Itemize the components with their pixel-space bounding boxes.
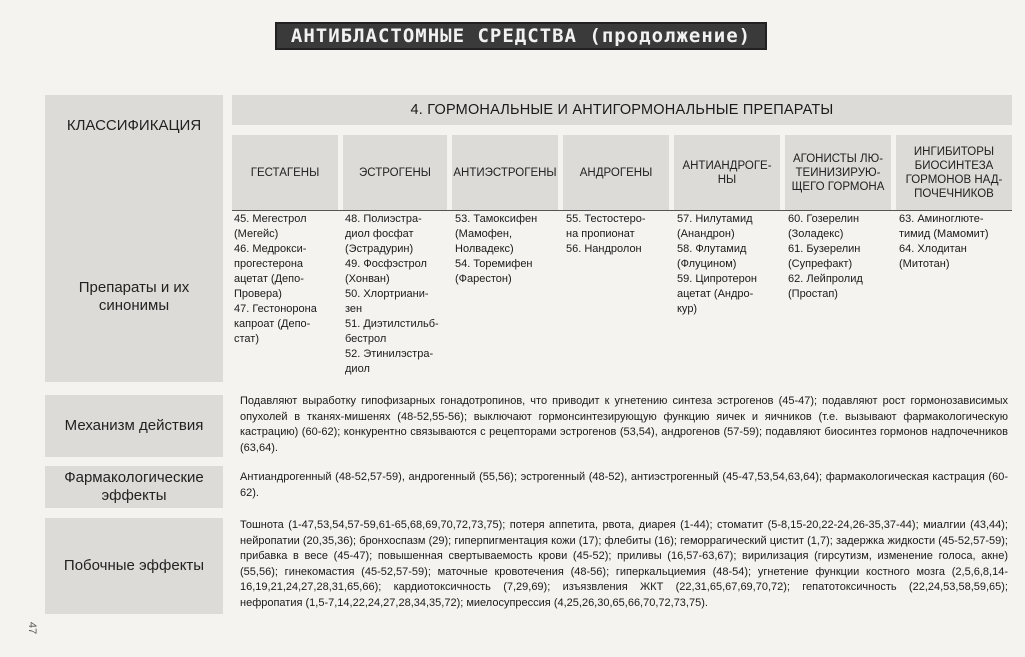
drugs-androgens: 55. Тестостеро- на пропионат 56. Нандролон [566,213,646,255]
side-effects-label: Побочные эффекты [45,518,223,614]
drugs-estrogens: 48. Полиэстра- диол фосфат (Эстрадурин) 49. Фосфэстрол (Хонван) 50. Хлортриани- зен 51. Диэтилстильб- бестрол 52. Этинилэстра- диол [345,213,439,375]
column-header-lh-agonists: АГОНИСТЫ ЛЮ- ТЕИНИЗИРУЮ- ЩЕГО ГОРМОНА [785,135,891,211]
classification-label-lower [45,157,223,212]
effects-text: Антиандрогенный (48-52,57-59), андрогенный (55,56); эстрогенный (48-52), антиэстрогенный (45-47,53,54,63,64); фармакологическая кастрация (60-62). [240,471,1008,499]
drugs-lh-agonists: 60. Гозерелин (Золадекс) 61. Бузерелин (Супрефакт) 62. Лейпролид (Простап) [788,213,863,300]
section-title: 4. ГОРМОНАЛЬНЫЕ И АНТИГОРМОНАЛЬНЫЕ ПРЕПАРАТЫ [232,95,1012,125]
column-header-antiandrogens: АНТИАНДРОГЕ- НЫ [674,135,780,211]
side-effects-text: Тошнота (1-47,53,54,57-59,61-65,68,69,70,72,73,75); потеря аппетита, рвота, диарея (1-44); стоматит (5-8,15-20,22-24,26-35,37-44); миалгии (43,44); нейропатии (20,35,36); бронхоспазм (29); гиперпигментация кожи (17); флебиты (16); геморрагический цистит (1,7); задержка жидкости (45-52,57-59); прибавка в весе (45-47); повышенная свертываемость крови (45-52); приливы (16,57-63,67); вирилизация (гирсутизм, изменение голоса, акне) (55,56); гинекомастия (45-52,57-59); маточные кровотечения (48-56); гиперкальциемия (48-54); угнетение функции костного мозга (2,5,6,8,14-16,19,21,24,27,28,31,65,66); кардиотоксичность (7,29,69); изъязвления ЖКТ (22,31,65,67,69,70,72); гепатотоксичность (22,24,53,58,59,65); нефропатия (1,5-7,14,22,24,27,28,34,35,72); миелосупрессия (4,25,26,30,65,66,70,72,73,75). [240,519,1008,609]
column-header-androgens: АНДРОГЕНЫ [563,135,669,211]
column-header-estrogens: ЭСТРОГЕНЫ [343,135,447,211]
page-number: 47 [26,621,39,635]
column-header-gestagens: ГЕСТАГЕНЫ [232,135,338,211]
drugs-gestagens: 45. Мегестрол (Мегейс) 46. Медрокси- прогестерона ацетат (Депо- Провера) 47. Гестонорона капроат (Депо- стат) [234,213,317,345]
column-header-antiestrogens: АНТИЭСТРОГЕНЫ [452,135,558,211]
header-divider [232,210,1012,211]
mechanism-text: Подавляют выработку гипофизарных гонадотропинов, что приводит к угнетению синтеза эстрогенов (45-47); подавляют рост гормонозависимых опухолей в тканях-мишенях (48-52,55-56); выключают гормонсинтезирующую функцию яичек и яичников (т.е. вызывают фармакологическую кастрацию) (60-62); конкурентно связываются с рецепторами эстрогенов (53,54), андрогенов (57-59); подавляют биосинтез гормонов надпочечников (63,64). [240,395,1008,454]
mechanism-label: Механизм действия [45,395,223,457]
column-header-adrenal-inhibitors: ИНГИБИТОРЫ БИОСИНТЕЗА ГОРМОНОВ НАД- ПОЧЕЧНИКОВ [896,135,1012,211]
drugs-antiandrogens: 57. Нилутамид (Анандрон) 58. Флутамид (Флуцином) 59. Ципротерон ацетат (Андро- кур) [677,213,757,315]
page-banner-title: АНТИБЛАСТОМНЫЕ СРЕДСТВА (продолжение) [275,22,767,50]
classification-label: КЛАССИФИКАЦИЯ [45,95,223,157]
effects-label: Фармакологические эффекты [45,466,223,508]
drugs-adrenal-inhibitors: 63. Аминоглюте- тимид (Мамомит) 64. Хлодитан (Митотан) [899,213,989,270]
drugs-antiestrogens: 53. Тамоксифен (Мамофен, Нолвадекс) 54. Торемифен (Фарестон) [455,213,538,285]
drugs-label: Препараты и их синонимы [45,212,223,382]
